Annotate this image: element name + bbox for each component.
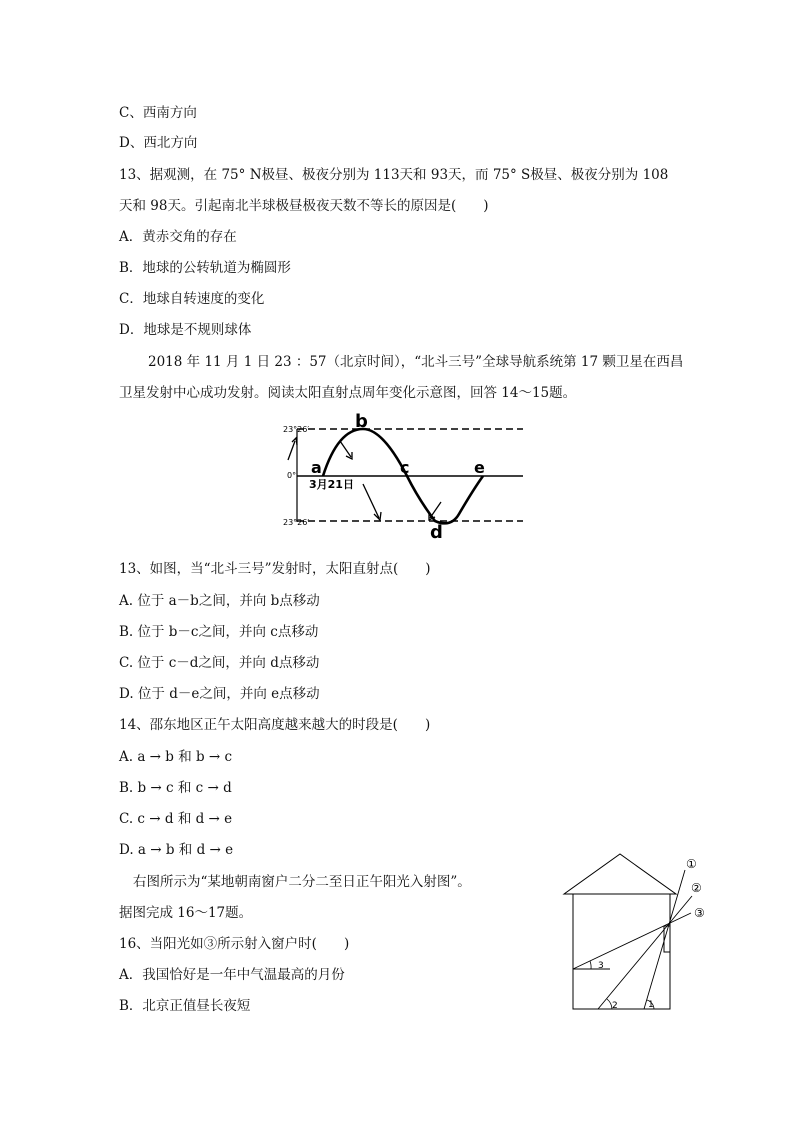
ray-3 <box>573 913 691 969</box>
label-point-a: a <box>311 458 322 477</box>
question-13b-option-d: D. 位于 d－e之间，并向 e点移动 <box>119 686 320 702</box>
marker-1: ① <box>686 857 697 871</box>
house-figure-intro-cont: 据图完成 16～17题。 <box>119 905 253 921</box>
angle-label-2: 2 <box>612 1001 618 1011</box>
label-date: 3月21日 <box>309 478 354 491</box>
question-13a-option-a: A．黄赤交角的存在 <box>119 229 237 245</box>
house-figure-intro: 右图所示为“某地朝南窗户二分二至日正午阳光入射图”。 <box>133 874 471 890</box>
ray-1 <box>644 870 685 1009</box>
label-point-b: b <box>355 411 368 432</box>
label-point-e: e <box>474 458 485 477</box>
question-16-stem: 16、当阳光如③所示射入窗户时( ) <box>119 936 350 952</box>
label-lat-mid: 0° <box>287 471 297 480</box>
question-14-option-d: D. a → b 和 d → e <box>119 842 234 858</box>
question-13b-option-b: B. 位于 b－c之间，并向 c点移动 <box>119 624 319 640</box>
question-13a-option-c: C．地球自转速度的变化 <box>119 291 265 307</box>
question-13b-stem: 13、如图，当“北斗三号”发射时，太阳直射点( ) <box>119 561 431 577</box>
angle-label-3: 3 <box>598 961 604 971</box>
subsolar-point-diagram <box>283 408 528 543</box>
label-point-d: d <box>430 522 443 543</box>
question-13a-stem-cont: 天和 98天。引起南北半球极昼极夜天数不等长的原因是( ) <box>119 198 489 214</box>
question-13a-option-d: D．地球是不规则球体 <box>119 322 252 338</box>
question-13a-stem: 13、据观测，在 75° N极昼、极夜分别为 113天和 93天，而 75° S极昼、极夜分别为 108 <box>119 167 669 183</box>
arrow-up-left <box>288 441 295 460</box>
house-wall <box>573 894 670 1009</box>
angle-arc-3 <box>590 961 591 969</box>
question-14-option-b: B. b → c 和 c → d <box>119 780 232 796</box>
angle-label-1: 1 <box>648 1000 654 1010</box>
question-13a-option-b: B．地球的公转轨道为椭圆形 <box>119 260 291 276</box>
question-14-option-a: A. a → b 和 b → c <box>119 749 233 765</box>
marker-3: ③ <box>694 906 705 920</box>
arrow-a-b <box>340 441 351 457</box>
question-16-option-a: A．我国恰好是一年中气温最高的月份 <box>119 967 345 983</box>
marker-2: ② <box>691 881 702 895</box>
question-16-option-b: B．北京正值昼长夜短 <box>119 998 251 1014</box>
arrow-c-d <box>363 484 379 518</box>
ray-2 <box>598 896 692 1009</box>
window-sunlight-diagram <box>560 850 720 1015</box>
question-13b-option-c: C. 位于 c－d之间，并向 d点移动 <box>119 655 320 671</box>
question-14-stem: 14、邵东地区正午太阳高度越来越大的时段是( ) <box>119 717 431 733</box>
passage-intro: 2018 年 11 月 1 日 23 ：57（北京时间），“北斗三号”全球导航系统第 17 颗卫星在西昌 <box>148 354 684 370</box>
label-lat-bot: 23°26′ <box>283 518 310 527</box>
question-13b-option-a: A. 位于 a－b之间，并向 b点移动 <box>119 593 320 609</box>
label-point-c: c <box>400 458 410 477</box>
house-roof <box>564 854 676 894</box>
option-c-direction: C、西南方向 <box>119 105 197 121</box>
option-d-direction: D、西北方向 <box>119 135 198 151</box>
passage-intro-cont: 卫星发射中心成功发射。阅读太阳直射点周年变化示意图，回答 14～15题。 <box>119 385 577 401</box>
arrow-d-e <box>430 502 441 518</box>
question-14-option-c: C. c → d 和 d → e <box>119 811 233 827</box>
label-lat-top: 23°26′ <box>283 425 310 434</box>
